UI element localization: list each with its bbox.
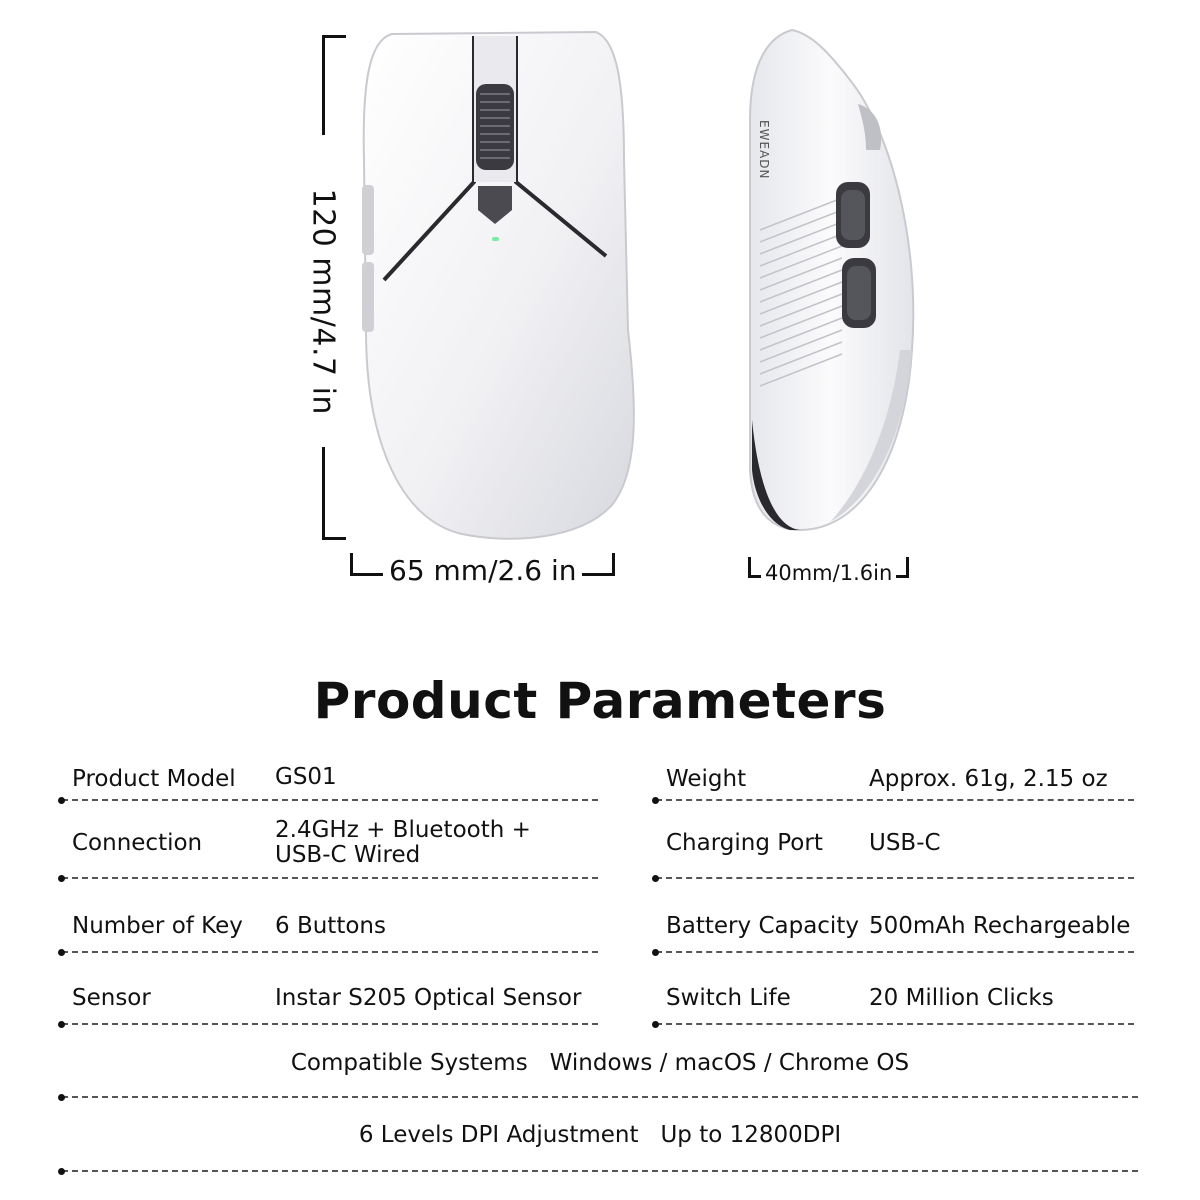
param-row-sensor xyxy=(62,983,598,1053)
param-label: 6 Levels DPI Adjustment xyxy=(358,1122,639,1148)
divider-dot xyxy=(58,1168,65,1175)
param-value: Approx. 61g, 2.15 oz xyxy=(869,766,1108,792)
divider-dot xyxy=(58,949,65,956)
param-label: Number of Key xyxy=(72,913,243,939)
page-title: Product Parameters xyxy=(313,672,887,730)
param-value: Windows / macOS / Chrome OS xyxy=(549,1050,910,1076)
param-value-line1: 2.4GHz + Bluetooth + xyxy=(275,817,531,843)
dashed-divider xyxy=(62,1023,598,1025)
param-value-line2: USB-C Wired xyxy=(275,842,421,868)
divider-dot xyxy=(652,949,659,956)
param-row-systems xyxy=(62,1050,1138,1120)
param-label: Compatible Systems xyxy=(290,1050,528,1076)
param-row-battery xyxy=(656,910,1134,980)
mouse-top-view xyxy=(362,32,634,539)
length-dimension-label: 120 mm/4.7 in xyxy=(305,188,341,415)
param-dpi-line xyxy=(62,1122,1138,1148)
param-row-keys xyxy=(62,910,598,980)
param-value: 500mAh Rechargeable xyxy=(869,913,1131,939)
brand-side-text: EWEADN xyxy=(757,120,771,180)
divider-dot xyxy=(58,1021,65,1028)
param-value: 6 Buttons xyxy=(275,913,386,939)
divider-dot xyxy=(58,875,65,882)
dashed-divider xyxy=(62,1096,1138,1098)
param-value: GS01 xyxy=(275,764,337,790)
width-dimension xyxy=(350,548,615,587)
param-value: 20 Million Clicks xyxy=(869,985,1054,1011)
divider-dot xyxy=(652,1021,659,1028)
param-label: Weight xyxy=(666,766,747,792)
height-dimension xyxy=(748,550,909,585)
param-label: Battery Capacity xyxy=(666,913,859,939)
param-label: Charging Port xyxy=(666,830,823,856)
dashed-divider xyxy=(62,877,598,879)
param-row-switch xyxy=(656,983,1134,1053)
width-dimension-label: 65 mm/2.6 in xyxy=(389,554,577,587)
height-bracket-right xyxy=(896,557,909,578)
dashed-divider xyxy=(656,1023,1134,1025)
width-bracket-right xyxy=(582,553,615,576)
width-bracket-left xyxy=(350,553,383,576)
height-dimension-label: 40mm/1.6in xyxy=(765,561,893,585)
divider-dot xyxy=(652,875,659,882)
mouse-side-view xyxy=(750,30,913,530)
dashed-divider xyxy=(62,799,598,801)
param-label: Sensor xyxy=(72,985,151,1011)
param-value: Instar S205 Optical Sensor xyxy=(275,985,582,1011)
param-value: Up to 12800DPI xyxy=(660,1122,842,1148)
param-row-charging xyxy=(656,816,1134,886)
dashed-divider xyxy=(656,799,1134,801)
dashed-divider xyxy=(62,951,598,953)
dashed-divider xyxy=(656,877,1134,879)
height-bracket-left xyxy=(748,557,761,578)
divider-dot xyxy=(58,1094,65,1101)
dashed-divider xyxy=(62,1170,1138,1172)
param-row-dpi xyxy=(62,1122,1138,1192)
divider-dot xyxy=(58,797,65,804)
param-label: Switch Life xyxy=(666,985,791,1011)
param-row-connection xyxy=(62,816,598,886)
param-label: Product Model xyxy=(72,766,236,792)
divider-dot xyxy=(652,797,659,804)
param-systems-line xyxy=(62,1050,1138,1076)
param-value: USB-C xyxy=(869,830,941,856)
dashed-divider xyxy=(656,951,1134,953)
param-label: Connection xyxy=(72,830,203,856)
